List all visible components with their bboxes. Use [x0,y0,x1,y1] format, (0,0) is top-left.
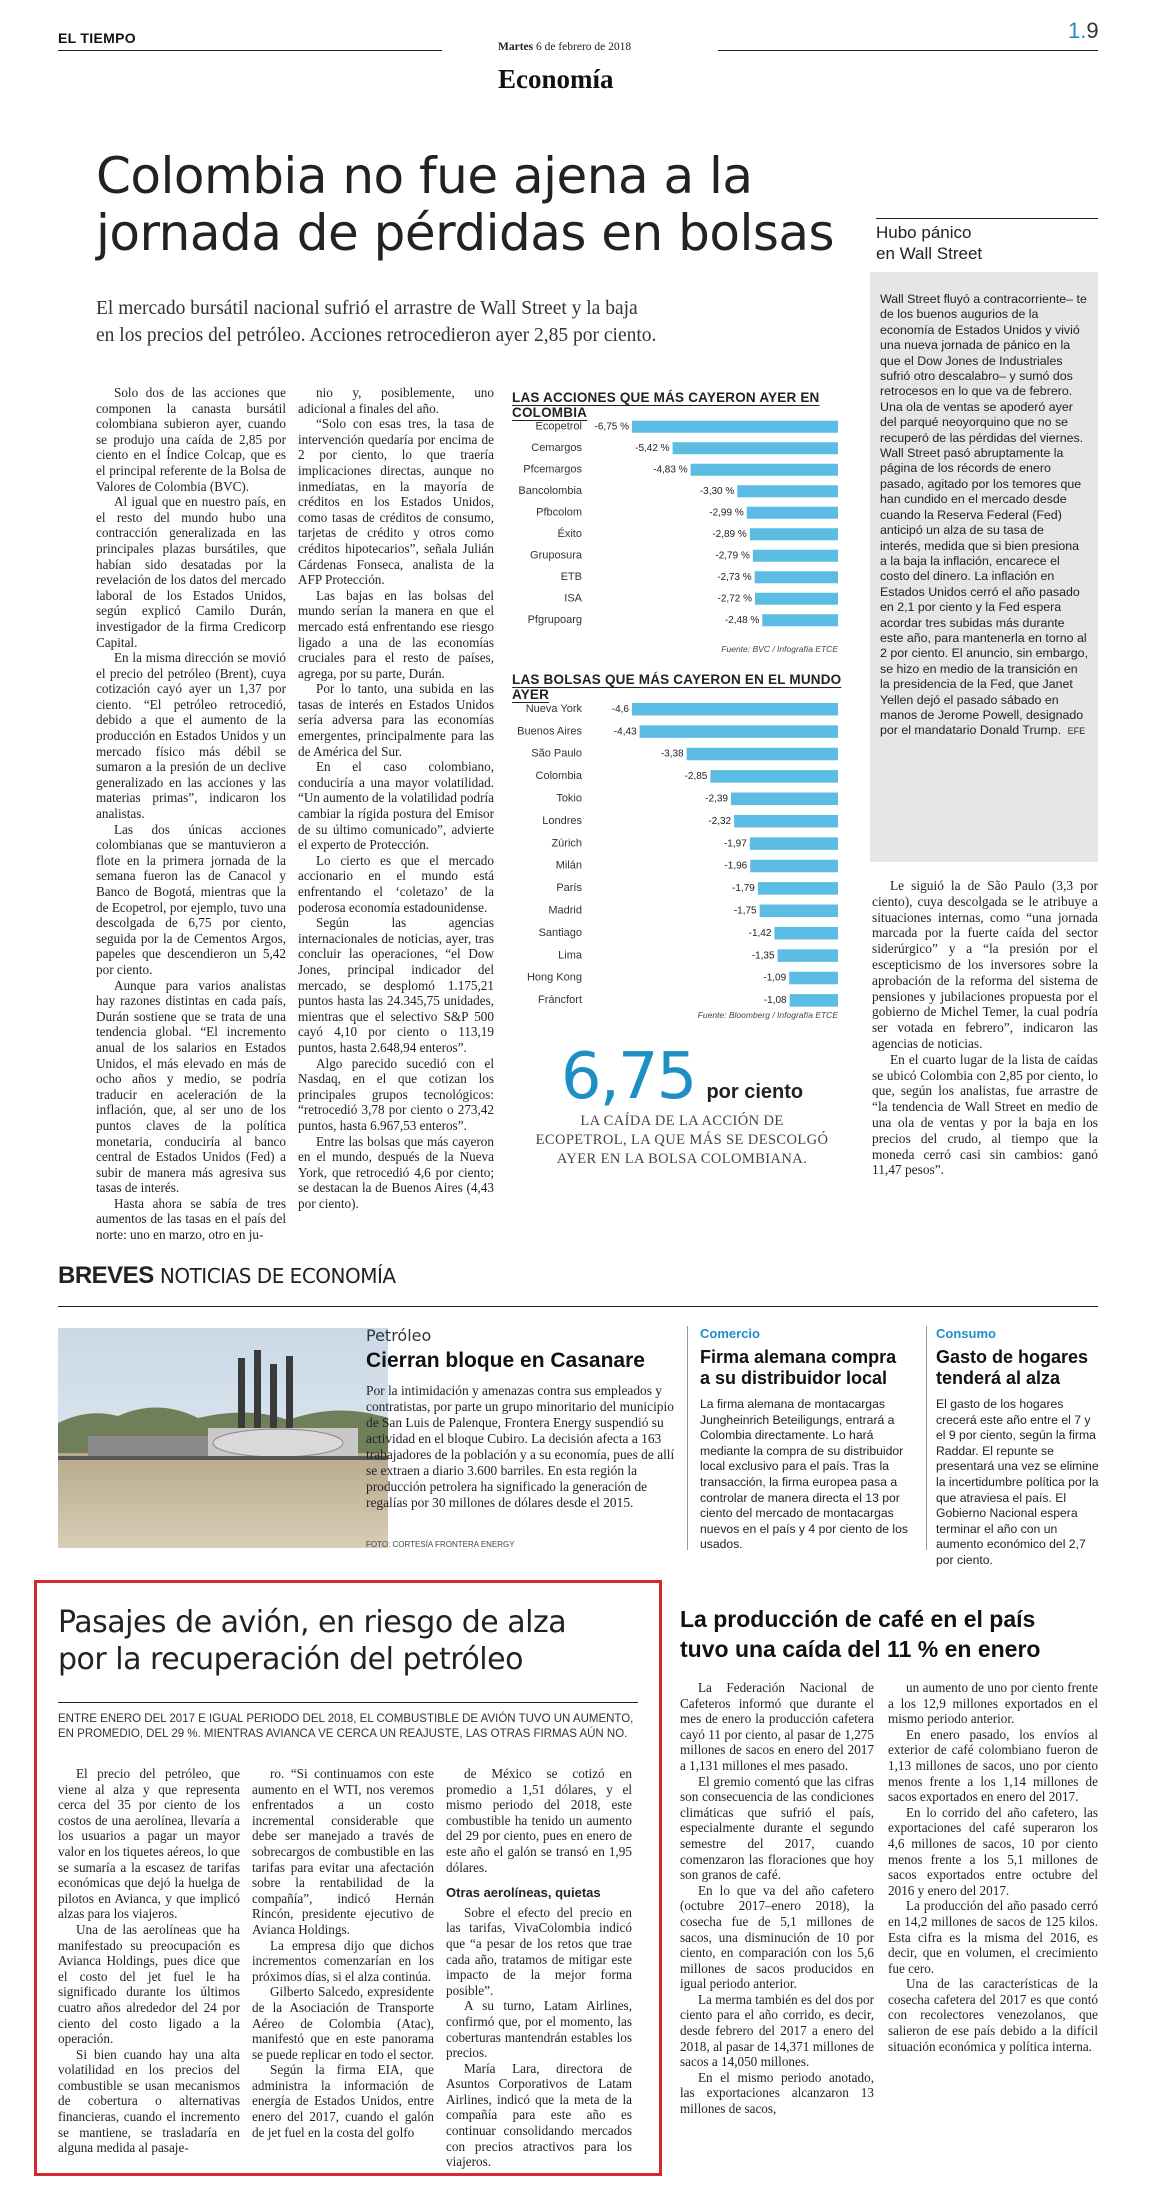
chart-category-label: ISA [564,592,582,605]
chart-category-label: Hong Kong [526,971,582,984]
main-dek-line1: El mercado bursátil nacional sufrió el arrastre de Wall Street y la baja [96,298,638,319]
chart-world-title: LAS BOLSAS QUE MÁS CAYERON EN EL MUNDO AYER [512,672,842,702]
brief-consumo [936,1326,1100,1569]
chart-value-label: -1,96 [724,860,748,872]
chart-category-label: Buenos Aires [517,725,582,738]
brief-petroleo [366,1326,676,1511]
chart-value-label: -6,75 % [594,421,629,433]
pasajes-headline [58,1604,648,1678]
brief-comercio-headline-line2: a su distribuidor local [700,1368,888,1388]
chart-value-label: -4,6 [611,703,629,715]
sidebar-title-line2: en Wall Street [876,244,983,263]
cafe-col1-paragraph: El gremio comentó que las cifras son consecuencia de las condiciones climáticas que sufrió el país, especialmente durante el segundo semestre del 2017, cuando comenzaron las floraciones que hoy son granos de café. [680,1773,874,1883]
pasajes-subhead: Otras aerolíneas, quietas [446,1885,601,1901]
chart-category-label: ETB [560,570,582,583]
pasajes-headline-line1: Pasajes de avión, en riesgo de alza [58,1605,567,1640]
chart-bar [790,994,838,1007]
chart-bar [687,748,838,761]
chart-colombia-title: LAS ACCIONES QUE MÁS CAYERON AYER EN COLOMBIA [512,390,820,420]
breves-divider-1 [687,1326,688,1550]
chart-colombia [512,390,842,660]
pasajes-summary-line1: ENTRE ENERO DEL 2017 E IGUAL PERIODO DEL 2018, EL COMBUSTIBLE DE AVIÓN TUVO UN AUMENTO, [58,1713,634,1725]
chart-bar [691,464,838,476]
brief-consumo-category: Consumo [936,1326,996,1341]
big-stat-caption-line1: LA CAÍDA DE LA ACCIÓN DE [580,1113,784,1129]
section-title: Economía [498,64,614,94]
cafe-col1-paragraph: En lo que va del año cafetero (octubre 2017–enero 2018), la cosecha fue de 5,1 millones de sacos, una disminución de 10 por ciento, en comparación con los 5,6 millones de sacos producidos en igual periodo anterior. [680,1882,874,1992]
cafe-col2-paragraph: un aumento de uno por ciento frente a los 12,9 millones exportados en el mismo periodo anterior. [888,1680,1098,1727]
oil-field-illustration [58,1328,388,1548]
pasajes-summary [58,1712,648,1742]
brief-comercio [700,1326,914,1553]
chart-category-label: Ecopetrol [535,420,582,433]
chart-category-label: Zúrich [551,837,582,850]
chart-bar [762,614,838,626]
cafe-col1-paragraph: La Federación Nacional de Cafeteros informó que durante el mes de enero la producción cafetera cayó 11 por ciento, al pasar de 1,275 millones de sacos en enero del 2017 a 1,131 millones el mes pasado. [680,1680,874,1773]
main-col1-paragraph: Solo dos de las acciones que componen la canasta bursátil colombiana subieron ayer, cuando se produjo una caída de 2,85 por ciento en el Índice Colcap, que es el principal referente de la Bolsa de Valores de Colombia (BVC). [96,385,286,494]
chart-value-label: -2,39 [705,793,728,805]
chart-bar [774,927,838,940]
chart-bar [747,507,838,519]
pasajes-col2-paragraph: La empresa dijo que dichos incrementos comenzarían en los próximos días, si el alza continúa. [252,1937,434,1984]
chart-value-label: -2,72 % [717,593,752,605]
cafe-col1-paragraph: La merma también es del dos por ciento para el año corrido, es decir, desde febrero del 2017 a enero del 2018, al pasar de 14,371 millones de sacos a 14,050 millones. [680,1991,874,2070]
chart-category-label: Madrid [548,904,582,917]
chart-world [512,672,842,1024]
sidebar-title-line1: Hubo pánico [876,223,972,242]
chart-value-label: -4,43 [613,726,637,738]
masthead-date-text: 6 de febrero de 2018 [536,41,632,53]
chart-value-label: -3,38 [660,748,684,760]
main-col1-paragraph: Aunque para varios analistas hay razones distintas en cada país, Durán sostiene que se trata de una tendencia global. “El incremento anual de los salarios en Estados Unidos, el más elevado en más de ocho años y medio, se podría traducir en aceleración de la inflación, que, al ser uno de los puntos claves de la política monetaria, conduciría al banco central de Estados Unidos (Fed) a subir de manera más agresiva sus tasas de interés. [96,977,286,1196]
brief-petroleo-category: Petróleo [366,1326,432,1345]
pasajes-column-2 [252,1766,434,2140]
big-stat-caption-line2: ECOPETROL, LA QUE MÁS SE DESCOLGÓ [535,1132,829,1148]
chart-value-label: -1,35 [751,950,775,962]
chart-value-label: -2,73 % [717,571,752,583]
main-right-paragraph: Le siguió la de São Paulo (3,3 por ciento), cuya descolgada se le atribuye a situaciones internas, como “una jornada marcada por la fuerte caída del sector siderúrgico” y a “la presión por el escepticismo de los inversores sobre la aprobación de la reforma del sistema de pensiones y jubilaciones propuesta por el gobierno de Michel Temer, la cual podría ser votada en febrero”, indicaron las agencias de noticias. [872,878,1098,1051]
main-col2-paragraph: “Solo con esas tres, la tasa de intervención quedaría por encima de 2 por ciento, lo que traería implicaciones directas, aunque no inmediatas, en la mayoría de créditos en los Estados Unidos, como tasas de créditos de consumo, tarjetas de crédito y otros como créditos hipotecarios”, señala Julián Cárdenas Fonseca, analista de la AFP Protección. [298,416,494,588]
cafe-headline [680,1604,1100,1664]
chart-category-label: Bancolombia [518,484,582,497]
chart-bar [758,882,838,895]
pasajes-col3-paragraph: A su turno, Latam Airlines, confirmó que, por el momento, las coberturas mantendrán estables los precios. [446,1998,632,2061]
main-col2-paragraph: Según las agencias internacionales de noticias, ayer, tras concluir las operaciones, “el Dow Jones, principal indicador del mercado, se desplomó 1.175,21 puntos hasta las 24.345,75 unidades, mientras que el selectivo S&P 500 cayó 4,10 por ciento o 113,19 puntos, hasta 2.648,94 enteros”. [298,915,494,1055]
big-stat [512,1040,852,1169]
main-col2-paragraph: Lo cierto es que el mercado accionario en el mundo está enfrentando el ‘coletazo’ de la poderosa economía estadounidense. [298,852,494,915]
cafe-column-1 [680,1680,874,2117]
main-col2-paragraph: nio y, posiblemente, uno adicional a finales del año. [298,385,494,416]
breves-header [58,1262,396,1290]
chart-category-label: São Paulo [531,747,582,760]
chart-category-label: Éxito [557,527,582,540]
brief-comercio-body: La firma alemana de montacargas Jungheinrich Beteiligungs, entrará a Colombia directamente. Lo hará mediante la compra de su distribuidor local exclusivo para el país. Tras la transacción, la firma europea pasa a controlar de manera directa el 13 por ciento del mercado de montacargas nuevos en el país y 4 por ciento de los usados. [700,1397,908,1552]
main-right-paragraph: En el cuarto lugar de la lista de caídas se ubicó Colombia con 2,85 por ciento, lo que, según los analistas, fue arrastre de “la tendencia de Wall Street en medio de una ola de ventas y por la baja en los precios del crudo, al tiempo que la moneda cerró casi sin cambios: ganó 11,47 pesos”. [872,1051,1098,1178]
chart-value-label: -2,79 % [715,550,750,562]
chart-bar [750,837,838,850]
cafe-headline-line2: tuvo una caída del 11 % en enero [680,1636,1041,1662]
masthead-rule-left [58,50,442,51]
chart-value-label: -1,97 [723,838,747,850]
main-col1-paragraph: En la misma dirección se movió el precio del petróleo (Brent), cuya cotización cayó ayer un 1,37 por ciento. “El petróleo retrocedió, debido a que el aumento de la producción en Estados Unidos y un mercado físico más débil se sumaron a la presión de un declive generalizado en las acciones y las materias primas”, indicaron los analistas. [96,650,286,822]
pasajes-col3-paragraph: de México se cotizó en promedio a 1,51 dólares, y el mismo periodo del 2018, este combustible ha tenido un aumento del 29 por ciento, pues en enero de este año el galón se transó en 1,95 dólares. [446,1766,632,1875]
main-col2-paragraph: En el caso colombiano, conduciría a una mayor volatilidad. “Un aumento de la volatilidad podría cambiar la rígida postura del Emisor de su último comunicado”, advierte el experto de Protección. [298,759,494,853]
chart-value-label: -4,83 % [653,464,688,476]
cafe-col2-paragraph: En enero pasado, los envíos al exterior de café colombiano fueron de 1,13 millones de sacos, uno por ciento menos frente a los 1,14 millones de sacos exportados en enero del 2017. [888,1726,1098,1805]
chart-value-label: -1,79 [732,883,755,895]
sidebar-body [880,292,1088,740]
chart-colombia-svg [512,412,842,634]
main-dek [96,295,856,349]
main-article-right-column [872,878,1098,1178]
chart-bar [750,528,838,540]
chart-value-label: -2,48 % [724,614,760,626]
cafe-col2-paragraph: En lo corrido del año cafetero, las exportaciones del café superaron los 4,6 millones de sacos, 10 por ciento menos frente a los 5,1 millones de sacos exportados entre octubre del 2016 y enero del 2017. [888,1804,1098,1898]
breves-header-bold: BREVES [58,1262,154,1289]
page-number-value: 9 [1086,18,1099,43]
main-col1-paragraph: Al igual que en nuestro país, en el resto del mundo hubo una contracción generalizada en las principales plazas bursátiles, que habían sido desatadas por la revelación de los datos del mercado laboral de los Estados Unidos, según explicó Camilo Durán, investigador de la firma Credicorp Capital. [96,494,286,650]
main-col2-paragraph: Por lo tanto, una subida en las tasas de interés en Estados Unidos sería adversa para las economías emergentes, principalmente para las de América del Sur. [298,681,494,759]
pasajes-summary-line2: EN PROMEDIO, DEL 29 %. MIENTRAS AVIANCA VE CERCA UN REAJUSTE, LAS OTRAS FIRMAS AÚN NO. [58,1728,628,1740]
chart-bar [778,949,838,962]
main-article-column-1 [96,385,286,1243]
pasajes-headline-line2: por la recuperación del petróleo [58,1642,523,1677]
pasajes-col2-paragraph: ro. “Si continuamos con este aumento en el WTI, nos veremos enfrentados a un costo incremental considerable que debe ser manejado a través de sobrecargos de combustible en las tarifas para evitar una afectación sobre la rentabilidad de la compañía”, indicó Hernán Rincón, presidente ejecutivo de Avianca Holdings. [252,1766,434,1937]
big-stat-number: 6,75 [560,1040,696,1114]
pasajes-col2-paragraph: Gilberto Salcedo, expresidente de la Asociación de Transporte Aéreo de Colombia (Atac), manifestó que en este panorama se puede replicar en todo el sector. [252,1984,434,2062]
sidebar-credit: EFE [1067,726,1086,737]
chart-value-label: -2,99 % [709,507,744,519]
chart-value-label: -1,75 [733,905,757,917]
chart-bar [750,860,838,873]
chart-bar [760,905,838,918]
main-col1-paragraph: Hasta ahora se sabía de tres aumentos de las tasas en el país del norte: uno en marzo, otro en ju- [96,1195,286,1243]
brief-consumo-headline-line1: Gasto de hogares [936,1347,1089,1367]
big-stat-unit: por ciento [706,1081,804,1103]
chart-bar [673,442,838,454]
cafe-headline-line1: La producción de café en el país [680,1606,1036,1632]
main-col2-paragraph: Entre las bolsas que más cayeron en el mundo, después de la Nueva York, que retrocedió 4,6 por ciento; se destacan la de Buenos Aires (4,43 por ciento). [298,1133,494,1211]
cafe-col1-paragraph: En el mismo periodo anotado, las exportaciones alcanzaron 13 millones de sacos, [680,2069,874,2117]
pasajes-column-3 [446,1766,632,2170]
chart-value-label: -3,30 % [699,485,735,497]
sidebar-body-text: Wall Street fluyó a contracorriente– te de los buenos augurios de la economía de Estados Unidos y vivió una nueva jornada de pánico en la que el Dow Jones de Industriales sufrió otro descalabro– y sumó dos retrocesos en lo que va de febrero. Una ola de ventas se apoderó ayer del parqué neoyorquino que no se recuperó de las pérdidas del viernes. Wall Street pasó abruptamente la página de los récords de enero pasado, agitado por los temores que han cundido en el mercado desde cuando la Reserva Federal (Fed) anticipó un alza de su tasa de interés, medida que si bien presiona a la baja la inflación, encarece el costo del dinero. La inflación en Estados Unidos cerró el año pasado en 2,1 por ciento y la Fed espera acordar tres subidas más durante este año, para mantenerla en torno al 2 por ciento. El anuncio, sin embargo, se hizo en medio de la transición en la presidencia de la Fed, que Janet Yellen dejó el pasado sábado en manos de Jerome Powell, designado por el mandatario Donald Trump. [880,292,1089,738]
main-col2-paragraph: Algo parecido sucedió con el Nasdaq, en el que cotizan los principales grupos tecnológicos: “retrocedió 3,78 por ciento o 273,42 puntos, hasta 6.967,53 enteros”. [298,1055,494,1133]
chart-category-label: Lima [558,949,582,962]
main-headline-line2: jornada de pérdidas en bolsas [96,204,835,262]
pasajes-col1-paragraph: El precio del petróleo, que viene al alza y que representa cerca del 35 por ciento de los costos de una aerolínea, llevaría a los usuarios a pagar un mayor valor en los tiquetes aéreos, lo que se sumaría a la escasez de tarifas económicas que dejó la huelga de pilotos en Avianca, y que implicó alzas para los viajeros. [58,1766,241,1922]
main-col2-paragraph: Las bajas en las bolsas del mundo serían la manera en que el mercado está enfrentando ese riesgo ligado a una de las economías cruciales para el resto de países, agrega, por su parte, Durán. [298,587,494,681]
page-number-prefix: 1. [1068,18,1087,43]
masthead-date [498,41,631,53]
pasajes-column-1 [58,1766,240,2156]
chart-world-svg [512,694,842,1012]
chart-category-label: Milán [555,859,582,872]
main-headline [96,148,876,262]
chart-bar [753,550,838,562]
sidebar-top-rule [876,218,1098,219]
chart-world-source: Fuente: Bloomberg / Infografía ETCE [697,1010,838,1020]
chart-value-label: -2,85 [684,771,708,783]
chart-value-label: -1,09 [763,972,787,984]
chart-bar [755,571,838,583]
brief-petroleo-headline: Cierran bloque en Casanare [366,1349,645,1372]
chart-bar [755,593,838,605]
newspaper-logo: EL TIEMPO [58,30,136,46]
chart-category-label: Nueva York [525,702,582,715]
chart-bar [734,815,838,828]
brief-comercio-category: Comercio [700,1326,760,1341]
chart-value-label: -1,42 [748,927,772,939]
cafe-col2-paragraph: Una de las características de la cosecha cafetera del 2017 es que contó con recolectores venezolanos, que salieron de ese país debido a la difícil situación económica y política interna. [888,1976,1098,2054]
breves-divider-2 [926,1326,927,1550]
brief-consumo-body: El gasto de los hogares crecerá este año entre el 7 y el 9 por ciento, según la firma Raddar. El repunte se presentará una vez se elimine la incertidumbre política por la que atraviesa el país. El Gobierno Nacional espera terminar el año con un aumento económico del 2,7 por ciento. [936,1397,1099,1567]
pasajes-col3-paragraph: María Lara, directora de Asuntos Corporativos de Latam Airlines, indicó que la meta de la compañía para este año es continuar consolidando mercados con precios atractivos para los viajeros. [446,2060,632,2170]
pasajes-col1-paragraph: Si bien cuando hay una alta volatilidad en los precios del combustible se usan mecanismos de cobertura o alternativas financieras, cuando el incremento se mantiene, se trasladaría en alguna medida al pasaje- [58,2046,240,2156]
main-col1-paragraph: Las dos únicas acciones colombianas que se mantuvieron a flote en la primera jornada de la semana fueron las de Canacol y Banco de Bogotá, mientras que la de Ecopetrol, por ejemplo, tuvo una descolgada de 6,75 por ciento, seguida por la de Cementos Argos, papeles que descendieron un 5,42 por ciento. [96,821,286,977]
sidebar-title [876,222,982,264]
chart-bar [737,485,838,497]
chart-bar [710,770,838,783]
chart-bar [731,793,838,806]
masthead-rule-right [718,50,1098,51]
main-dek-line2: en los precios del petróleo. Acciones retrocedieron ayer 2,85 por ciento. [96,325,657,346]
oil-field-photo [58,1328,388,1548]
chart-value-label: -2,89 % [712,528,747,540]
chart-category-label: Tokio [556,792,582,805]
page-number [1068,18,1099,44]
chart-bar [632,703,838,716]
main-headline-line1: Colombia no fue ajena a la [96,147,753,205]
chart-category-label: Pfbcolom [536,506,582,519]
brief-petroleo-body: Por la intimidación y amenazas contra sus empleados y contratistas, por parte un grupo minoritario del municipio de San Luis de Palenque, Frontera Energy suspendió su actividad en el bloque Cubiro. La decisión afecta a 163 trabajadores de la población y a su economía, pues de allí se extraen a diario 3.600 barriles. En esta región la producción petrolera ha significado la generación de regalías por 30 millones de dólares desde el 2015. [366,1383,675,1510]
chart-category-label: Londres [542,814,582,827]
cafe-col2-paragraph: La producción del año pasado cerró en 14,2 millones de sacos de 125 kilos. Esta cifra es la misma del 2016, es decir, que en volumen, el crecimiento fue cero. [888,1898,1098,1976]
chart-bar [640,725,838,738]
big-stat-caption-line3: AYER EN LA BOLSA COLOMBIANA. [556,1151,808,1167]
masthead-day: Martes [498,41,534,53]
pasajes-col1-paragraph: Una de las aerolíneas que ha manifestado su preocupación es Avianca Holdings, pues dice que el costo del jet fuel le ha significado durante los últimos cuatro años alrededor del 24 por ciento del costo ligado a la operación. [58,1921,240,2047]
pasajes-col3-paragraph: Sobre el efecto del precio en las tarifas, VivaColombia indicó que “a pesar de los retos que trae cada año, tratamos de mitigar este impacto de la mejor forma posible”. [446,1904,632,1998]
chart-value-label: -1,08 [763,995,787,1007]
chart-value-label: -5,42 % [635,442,670,454]
brief-comercio-headline-line1: Firma alemana compra [700,1347,897,1367]
brief-consumo-headline-line2: tenderá al alza [936,1368,1061,1388]
chart-category-label: Pfgrupoarg [527,613,582,626]
pasajes-summary-rule [58,1702,638,1703]
chart-colombia-source: Fuente: BVC / Infografía ETCE [721,644,838,654]
photo-credit: FOTO: CORTESÍA FRONTERA ENERGY [366,1540,515,1549]
chart-category-label: París [556,882,582,895]
chart-bar [789,972,838,985]
chart-category-label: Fráncfort [537,994,582,1007]
chart-category-label: Gruposura [530,549,582,562]
chart-category-label: Colombia [535,770,582,783]
main-article-column-2 [298,385,494,1211]
chart-category-label: Santiago [538,926,582,939]
chart-category-label: Pfcemargos [523,463,582,476]
chart-category-label: Cemargos [531,441,582,454]
breves-header-rest: NOTICIAS DE ECONOMÍA [159,1264,396,1288]
pasajes-col2-paragraph: Según la firma EIA, que administra la información de energía de Estados Unidos, entre enero del 2017, cuando el galón de jet fuel en la costa del golfo [252,2062,434,2140]
chart-value-label: -2,32 [708,815,732,827]
cafe-column-2 [888,1680,1098,2054]
chart-bar [632,421,838,433]
breves-rule-top [58,1306,1098,1307]
